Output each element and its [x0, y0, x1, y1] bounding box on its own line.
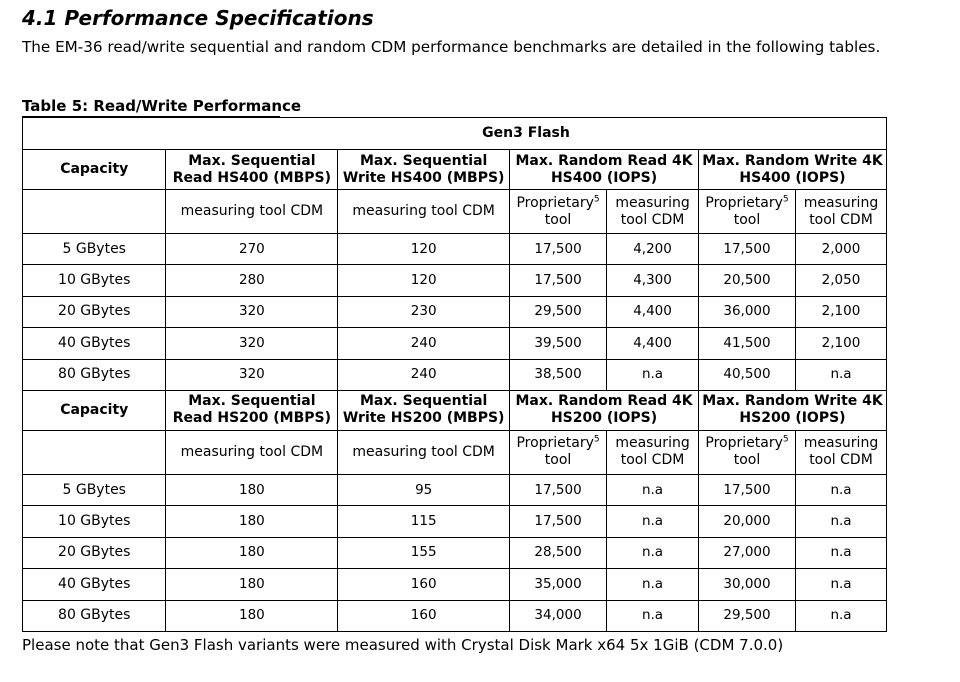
cell-capacity: 10 GBytes [23, 506, 166, 537]
header-seq-write: Max. Sequential Write HS400 (MBPS) [338, 150, 510, 190]
cell-random-read-cdm: 4,300 [607, 265, 699, 296]
cell-seq-read: 180 [166, 506, 338, 537]
tool-random-read-proprietary [510, 190, 607, 234]
cell-random-write-cdm: 2,100 [796, 328, 887, 359]
footnote-superscript: 5 [593, 434, 600, 445]
cell-seq-write: 160 [338, 569, 510, 600]
header-random-read: Max. Random Read 4K HS400 (IOPS) [510, 150, 699, 190]
header-capacity: Capacity [23, 390, 166, 430]
tool-random-read-proprietary [510, 430, 607, 474]
cell-random-write-proprietary: 30,000 [699, 569, 796, 600]
table-row [23, 506, 887, 537]
cell-random-write-cdm: n.a [796, 474, 887, 505]
cell-capacity: 40 GBytes [23, 569, 166, 600]
proprietary-label-line2: tool [733, 452, 761, 469]
cell-random-read-proprietary: 17,500 [510, 474, 607, 505]
proprietary-label: Proprietary [516, 194, 594, 211]
cell-random-write-proprietary: 27,000 [699, 537, 796, 568]
header-seq-write: Max. Sequential Write HS200 (MBPS) [338, 390, 510, 430]
cell-random-write-proprietary: 29,500 [699, 600, 796, 631]
tool-random-write-proprietary [699, 190, 796, 234]
cell-capacity: 5 GBytes [23, 234, 166, 265]
cell-random-write-proprietary: 40,500 [699, 359, 796, 390]
group-header-spacer [23, 118, 166, 150]
tool-row [23, 430, 887, 474]
cell-random-write-cdm: n.a [796, 600, 887, 631]
cell-random-read-cdm: n.a [607, 506, 699, 537]
cell-random-read-cdm: n.a [607, 474, 699, 505]
column-header-row [23, 390, 887, 430]
proprietary-label-line2: tool [544, 452, 572, 469]
cell-random-read-cdm: 4,400 [607, 328, 699, 359]
proprietary-label-line2: tool [544, 211, 572, 228]
table-caption: Table 5: Read/Write Performance [22, 97, 302, 115]
header-capacity: Capacity [23, 150, 166, 190]
header-seq-read: Max. Sequential Read HS400 (MBPS) [166, 150, 338, 190]
tool-random-read-cdm: measuring tool CDM [607, 430, 699, 474]
cell-random-read-cdm: 4,200 [607, 234, 699, 265]
cell-random-write-proprietary: 20,500 [699, 265, 796, 296]
cell-seq-write: 120 [338, 265, 510, 296]
tool-blank [23, 430, 166, 474]
cell-capacity: 10 GBytes [23, 265, 166, 296]
tool-seq-read: measuring tool CDM [166, 190, 338, 234]
cell-capacity: 5 GBytes [23, 474, 166, 505]
cell-seq-write: 160 [338, 600, 510, 631]
cell-seq-read: 320 [166, 359, 338, 390]
tool-random-write-proprietary [699, 430, 796, 474]
cell-random-read-cdm: n.a [607, 600, 699, 631]
tool-seq-read: measuring tool CDM [166, 430, 338, 474]
tool-blank [23, 190, 166, 234]
table-row [23, 537, 887, 568]
cell-random-write-proprietary: 17,500 [699, 234, 796, 265]
cell-random-read-cdm: 4,400 [607, 296, 699, 327]
section-heading: 4.1 Performance Specifications [22, 6, 374, 30]
cell-random-write-proprietary: 36,000 [699, 296, 796, 327]
cell-seq-read: 280 [166, 265, 338, 296]
cell-random-write-cdm: n.a [796, 359, 887, 390]
cell-seq-read: 320 [166, 328, 338, 359]
cell-seq-read: 180 [166, 474, 338, 505]
cell-random-write-cdm: n.a [796, 569, 887, 600]
cell-seq-write: 120 [338, 234, 510, 265]
cell-random-read-proprietary: 38,500 [510, 359, 607, 390]
cell-random-write-proprietary: 41,500 [699, 328, 796, 359]
cell-capacity: 20 GBytes [23, 296, 166, 327]
cell-random-read-proprietary: 17,500 [510, 234, 607, 265]
cell-seq-read: 320 [166, 296, 338, 327]
performance-table-body [23, 118, 887, 632]
cell-seq-write: 155 [338, 537, 510, 568]
cell-seq-write: 240 [338, 328, 510, 359]
performance-table [22, 117, 887, 632]
cell-random-write-cdm: n.a [796, 506, 887, 537]
cell-random-write-cdm: 2,050 [796, 265, 887, 296]
header-seq-read: Max. Sequential Read HS200 (MBPS) [166, 390, 338, 430]
footnote-superscript: 5 [782, 193, 789, 204]
cell-capacity: 20 GBytes [23, 537, 166, 568]
cell-capacity: 40 GBytes [23, 328, 166, 359]
tool-random-write-cdm: measuring tool CDM [796, 190, 887, 234]
cell-random-read-proprietary: 35,000 [510, 569, 607, 600]
table-row [23, 600, 887, 631]
cell-random-read-proprietary: 28,500 [510, 537, 607, 568]
cell-random-write-proprietary: 20,000 [699, 506, 796, 537]
table-row [23, 328, 887, 359]
column-header-row [23, 150, 887, 190]
cell-seq-read: 270 [166, 234, 338, 265]
proprietary-label: Proprietary [705, 435, 783, 452]
cell-seq-read: 180 [166, 600, 338, 631]
tool-seq-write: measuring tool CDM [338, 430, 510, 474]
intro-paragraph: The EM-36 read/write sequential and random CDM performance benchmarks are detailed in the following tables. [22, 38, 881, 56]
tool-random-write-cdm: measuring tool CDM [796, 430, 887, 474]
cell-random-read-cdm: n.a [607, 569, 699, 600]
proprietary-label: Proprietary [705, 194, 783, 211]
group-header-row [23, 118, 887, 150]
cell-random-read-proprietary: 34,000 [510, 600, 607, 631]
cell-seq-read: 180 [166, 569, 338, 600]
header-random-write: Max. Random Write 4K HS200 (IOPS) [699, 390, 887, 430]
footnote: Please note that Gen3 Flash variants were measured with Crystal Disk Mark x64 5x 1GiB (CDM 7.0.0) [22, 636, 784, 654]
footnote-superscript: 5 [593, 193, 600, 204]
table-row [23, 359, 887, 390]
cell-seq-write: 230 [338, 296, 510, 327]
footnote-superscript: 5 [782, 434, 789, 445]
table-row [23, 569, 887, 600]
header-random-read: Max. Random Read 4K HS200 (IOPS) [510, 390, 699, 430]
cell-random-write-cdm: 2,000 [796, 234, 887, 265]
cell-random-read-proprietary: 39,500 [510, 328, 607, 359]
cell-random-read-proprietary: 17,500 [510, 506, 607, 537]
tool-seq-write: measuring tool CDM [338, 190, 510, 234]
cell-seq-write: 240 [338, 359, 510, 390]
cell-random-write-cdm: 2,100 [796, 296, 887, 327]
header-random-write: Max. Random Write 4K HS400 (IOPS) [699, 150, 887, 190]
cell-random-write-proprietary: 17,500 [699, 474, 796, 505]
table-row [23, 234, 887, 265]
proprietary-label: Proprietary [516, 435, 594, 452]
cell-seq-write: 115 [338, 506, 510, 537]
table-row [23, 474, 887, 505]
cell-seq-read: 180 [166, 537, 338, 568]
cell-random-read-cdm: n.a [607, 537, 699, 568]
cell-random-read-cdm: n.a [607, 359, 699, 390]
table-row [23, 296, 887, 327]
cell-seq-write: 95 [338, 474, 510, 505]
tool-row [23, 190, 887, 234]
proprietary-label-line2: tool [733, 211, 761, 228]
cell-capacity: 80 GBytes [23, 359, 166, 390]
group-header-gen3-flash: Gen3 Flash [166, 118, 887, 150]
cell-random-read-proprietary: 29,500 [510, 296, 607, 327]
table-row [23, 265, 887, 296]
cell-random-read-proprietary: 17,500 [510, 265, 607, 296]
cell-capacity: 80 GBytes [23, 600, 166, 631]
tool-random-read-cdm: measuring tool CDM [607, 190, 699, 234]
cell-random-write-cdm: n.a [796, 537, 887, 568]
